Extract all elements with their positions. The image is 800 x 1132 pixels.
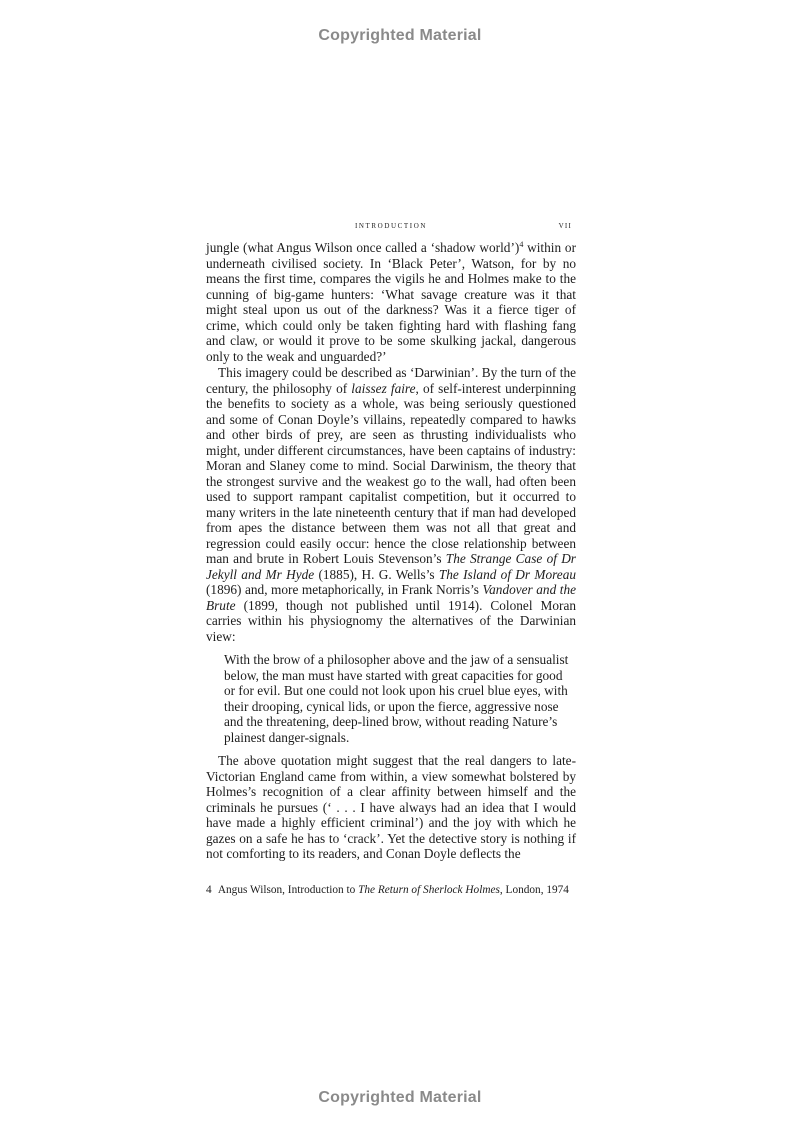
footnote-title: The Return of Sherlock Holmes <box>358 883 500 896</box>
footnote-reference[interactable]: 4 <box>519 240 524 249</box>
paragraph-2-text-5: (1899, though not published until 1914). Colonel Moran carries within his physiognomy the alternatives of the Darwinian view: <box>206 597 576 644</box>
watermark-bottom: Copyrighted Material <box>318 1089 482 1106</box>
italic-jekyll-hyde: The Strange Case of Dr Jekyll and Mr Hyde <box>206 551 576 582</box>
italic-vandover: Vandover and the Brute <box>206 582 577 613</box>
watermark-top: Copyrighted Material <box>318 27 482 44</box>
running-head <box>206 218 576 236</box>
paragraph-3: The above quotation might suggest that the real dangers to late-Victorian England came from within, a view somewhat bolstered by Holmes’s recognition of a clear affinity between himself and the criminals he pursues (‘ . . . I have always had an idea that I would have made a highly efficient criminal’) and the joy with which he gazes on a safe he has to ‘crack’. Yet the detective story is nothing if not comforting to its readers, and Conan Doyle deflects the <box>206 753 576 861</box>
paragraph-2-text-4: (1896) and, more metaphorically, in Frank Norris’s <box>206 582 483 597</box>
paragraph-1-text-b: within or underneath civilised society. In ‘Black Peter’, Watson, for by no means the first time, compares the vigils he and Holmes make to the cunning of big-game hunters: ‘What savage creature was it that might steal upon us out of the darkness? Was it a fierce tiger of crime, which could only be taken fighting hard with flashing fang and claw, or would it prove to be some skulking jackal, dangerous only to the weak and unguarded?’ <box>206 240 576 364</box>
paragraph-2 <box>206 365 576 644</box>
footnote <box>206 884 576 897</box>
paragraph-1 <box>206 240 576 364</box>
block-quote-text: With the brow of a philosopher above and the jaw of a sensualist below, the man must have started with great capacities for good or for evil. But one could not look upon his cruel blue eyes, with their drooping, cynical lids, or upon the fierce, aggressive nose and the threatening, deep-lined brow, without reading Nature’s plainest danger-signals. <box>224 652 569 745</box>
paragraph-2-text-2: , of self-interest underpinning the benefits to society as a whole, was being seriously questioned and some of Conan Doyle’s villains, repeatedly compared to hawks and other birds of prey, are seen as thrusting individualists who might, under different circumstances, have been captains of industry: Moran and Slaney come to mind. Social Darwinism, the theory that the strongest survive and the weakest go to the wall, had often been used to support rampant capitalist competition, but it occurred to many writers in the late nineteenth century that if man had developed from apes the distance between them was not all that great and regression could easily occur: hence the close relationship between man and brute in Robert Louis Stevenson’s <box>206 380 576 566</box>
book-page <box>206 218 576 897</box>
paragraph-2-text-3: (1885), H. G. Wells’s <box>314 566 439 582</box>
block-quote <box>224 652 576 745</box>
page-number: vii <box>558 220 572 231</box>
footnote-number: 4 <box>206 883 212 896</box>
paragraph-1-text-a: jungle (what Angus Wilson once called a ‘shadow world’) <box>206 240 520 255</box>
footnote-text-b: , London, 1974 <box>499 883 569 896</box>
running-head-title: introduction <box>354 220 428 231</box>
italic-dr-moreau: The Island of Dr Moreau <box>438 566 576 582</box>
italic-laissez-faire: laissez faire <box>351 380 416 396</box>
paragraph-2-text-1: This imagery could be described as ‘Darwinian’. By the turn of the century, the philosophy of <box>206 365 576 396</box>
footnote-text-a: Angus Wilson, Introduction to <box>217 883 359 896</box>
